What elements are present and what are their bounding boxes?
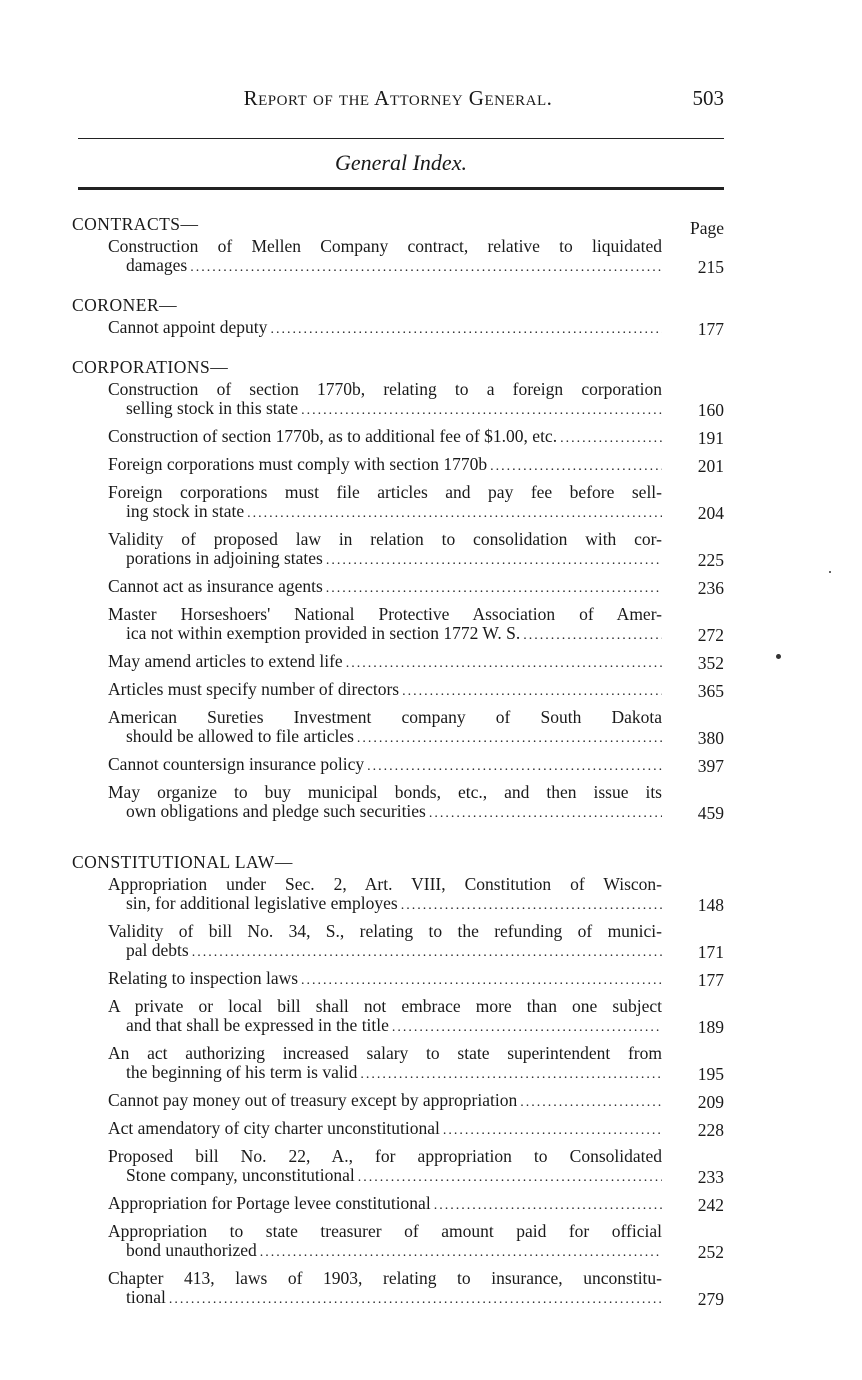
entry-text: tional: [126, 1287, 166, 1307]
dot-leader: [429, 804, 662, 823]
entry-text: ica not within exemption provided in section 1772 W. S.: [126, 623, 521, 643]
entry-page-number: 242: [697, 1195, 724, 1215]
entry-leader-line: [108, 755, 662, 776]
page-number: 503: [692, 86, 724, 110]
entry-leader-line: [108, 1166, 662, 1187]
dot-leader: [402, 682, 662, 701]
entry-page-number: 279: [697, 1289, 724, 1309]
index-entry: [72, 708, 724, 748]
running-head: [72, 86, 724, 114]
index-group: [72, 215, 724, 277]
entry-text: and that shall be expressed in the title: [126, 1015, 389, 1035]
entry-leader-line: [108, 1241, 662, 1262]
index-heading: CONSTITUTIONAL LAW—: [72, 852, 293, 872]
index-entry: [72, 483, 724, 523]
entry-text: porations in adjoining states: [126, 548, 323, 568]
entry-text: Cannot pay money out of treasury except by appropriation: [108, 1090, 518, 1110]
entry-text-line: Chapter 413, laws of 1903, relating to insurance, unconstitu-: [108, 1268, 662, 1288]
dot-leader: [270, 320, 662, 339]
index-entry: [72, 969, 724, 990]
entry-page-number: 380: [697, 728, 724, 748]
entry-page-number: 177: [697, 970, 724, 990]
dot-leader: [326, 551, 662, 570]
entry-page-number: 397: [697, 756, 724, 776]
index-entry: [72, 455, 724, 476]
index-group-head: [72, 296, 724, 318]
index-heading: CONTRACTS—: [72, 214, 199, 234]
dot-leader: [490, 457, 662, 476]
entry-text: Cannot act as insurance agents: [108, 576, 323, 596]
entry-page-number: 352: [697, 653, 724, 673]
dot-leader: [260, 1243, 662, 1262]
entry-page-number: 233: [697, 1167, 724, 1187]
entry-page-number: 365: [697, 681, 724, 701]
entry-leader-line: [108, 577, 662, 598]
stray-mark: [776, 654, 781, 659]
entry-text-line: Validity of bill No. 34, S., relating to the refunding of munici-: [108, 921, 662, 941]
entry-text-line: Foreign corporations must file articles and pay fee before sell-: [108, 482, 662, 502]
entry-leader-line: [108, 427, 662, 448]
index-entry: [72, 530, 724, 570]
general-index: [72, 215, 724, 1316]
entry-page-number: 252: [697, 1242, 724, 1262]
index-group: [72, 358, 724, 823]
section-title: General Index.: [335, 150, 467, 175]
index-entry: [72, 997, 724, 1037]
entry-text-line: Construction of section 1770b, relating to a foreign corporation: [108, 379, 662, 399]
index-entry: [72, 1147, 724, 1187]
entry-leader-line: [108, 256, 662, 277]
entry-text: Articles must specify number of directors: [108, 679, 400, 699]
entry-leader-line: [108, 727, 662, 748]
entry-text: Act amendatory of city charter unconstitutional: [108, 1118, 440, 1138]
entry-text: Construction of section 1770b, as to additional fee of $1.00, etc.: [108, 426, 558, 446]
entry-leader-line: [108, 1288, 662, 1309]
dot-leader: [523, 626, 662, 645]
entry-leader-line: [108, 894, 662, 915]
dot-leader: [192, 943, 662, 962]
entry-leader-line: [108, 1119, 662, 1140]
entry-text: pal debts: [126, 940, 189, 960]
index-entry: [72, 1091, 724, 1112]
dot-leader: [301, 971, 662, 990]
dot-leader: [434, 1196, 662, 1215]
index-entry: [72, 1269, 724, 1309]
entry-text: should be allowed to file articles: [126, 726, 354, 746]
index-entry: [72, 1119, 724, 1140]
entry-leader-line: [108, 549, 662, 570]
index-entry: [72, 875, 724, 915]
entry-page-number: 195: [697, 1064, 724, 1084]
entry-leader-line: [108, 455, 662, 476]
entry-page-number: 459: [697, 803, 724, 823]
dot-leader: [357, 729, 662, 748]
index-entry: [72, 652, 724, 673]
bottom-rule: [78, 187, 724, 190]
entry-text-line: Appropriation to state treasurer of amount paid for official: [108, 1221, 662, 1241]
entry-leader-line: [108, 941, 662, 962]
entry-text: selling stock in this state: [126, 398, 299, 418]
entry-page-number: 204: [697, 503, 724, 523]
index-entry: [72, 783, 724, 823]
entry-leader-line: [108, 318, 662, 339]
top-rule: [78, 138, 724, 139]
index-entry: [72, 1044, 724, 1084]
dot-leader: [247, 504, 662, 523]
entry-page-number: 148: [697, 895, 724, 915]
index-entry: [72, 1194, 724, 1215]
entry-text-line: An act authorizing increased salary to state superintendent from: [108, 1043, 662, 1063]
entry-page-number: 225: [697, 550, 724, 570]
dot-leader: [358, 1168, 662, 1187]
entry-text: damages: [126, 255, 188, 275]
entry-leader-line: [108, 502, 662, 523]
running-title: Report of the Attorney General.: [243, 86, 553, 110]
entry-text: Foreign corporations must comply with section 1770b: [108, 454, 488, 474]
index-heading: CORPORATIONS—: [72, 357, 229, 377]
index-entry: [72, 577, 724, 598]
entry-page-number: 189: [697, 1017, 724, 1037]
entry-text-line: A private or local bill shall not embrace more than one subject: [108, 996, 662, 1016]
entry-text: bond unauthorized: [126, 1240, 257, 1260]
entry-leader-line: [108, 1016, 662, 1037]
entry-page-number: 171: [697, 942, 724, 962]
entry-leader-line: [108, 1063, 662, 1084]
entry-leader-line: [108, 969, 662, 990]
dot-leader: [301, 401, 662, 420]
entry-text: the beginning of his term is valid: [126, 1062, 358, 1082]
index-entry: [72, 755, 724, 776]
entry-leader-line: [108, 399, 662, 420]
index-entry: [72, 680, 724, 701]
dot-leader: [367, 757, 662, 776]
entry-page-number: 191: [697, 428, 724, 448]
index-entry: [72, 605, 724, 645]
entry-text: Cannot countersign insurance policy: [108, 754, 365, 774]
index-group: [72, 296, 724, 339]
entry-text: Appropriation for Portage levee constitutional: [108, 1193, 431, 1213]
dot-leader: [401, 896, 662, 915]
entry-page-number: 215: [697, 257, 724, 277]
entry-text: ing stock in state: [126, 501, 245, 521]
entry-text: own obligations and pledge such securities: [126, 801, 426, 821]
index-group-head: [72, 853, 724, 875]
index-group: [72, 853, 724, 1309]
entry-page-number: 228: [697, 1120, 724, 1140]
entry-text-line: Proposed bill No. 22, A., for appropriation to Consolidated: [108, 1146, 662, 1166]
dot-leader: [360, 1065, 662, 1084]
index-entry: [72, 380, 724, 420]
entry-text-line: May organize to buy municipal bonds, etc., and then issue its: [108, 782, 662, 802]
entry-leader-line: [108, 680, 662, 701]
dot-leader: [392, 1018, 662, 1037]
stray-mark: [829, 571, 831, 573]
dot-leader: [346, 654, 662, 673]
index-entry: [72, 318, 724, 339]
dot-leader: [190, 258, 662, 277]
entry-text-line: American Sureties Investment company of South Dakota: [108, 707, 662, 727]
index-entry: [72, 1222, 724, 1262]
entry-text: Stone company, unconstitutional: [126, 1165, 355, 1185]
index-entry: [72, 237, 724, 277]
entry-text-line: Appropriation under Sec. 2, Art. VIII, Constitution of Wiscon-: [108, 874, 662, 894]
index-heading: CORONER—: [72, 295, 178, 315]
entry-page-number: 272: [697, 625, 724, 645]
entry-page-number: 177: [697, 319, 724, 339]
entry-leader-line: [108, 802, 662, 823]
entry-page-number: 201: [697, 456, 724, 476]
dot-leader: [169, 1290, 662, 1309]
entry-text-line: Master Horseshoers' National Protective Association of Amer-: [108, 604, 662, 624]
entry-page-number: 209: [697, 1092, 724, 1112]
entry-leader-line: [108, 624, 662, 645]
dot-leader: [520, 1093, 662, 1112]
entry-text: May amend articles to extend life: [108, 651, 343, 671]
entry-text-line: Validity of proposed law in relation to consolidation with cor-: [108, 529, 662, 549]
index-entry: [72, 427, 724, 448]
index-group-head: [72, 215, 724, 237]
entry-text: Cannot appoint deputy: [108, 317, 268, 337]
entry-page-number: 160: [697, 400, 724, 420]
dot-leader: [560, 429, 662, 448]
entry-leader-line: [108, 1091, 662, 1112]
page-column-label: Page: [689, 218, 724, 238]
entry-leader-line: [108, 652, 662, 673]
dot-leader: [443, 1121, 662, 1140]
entry-text: sin, for additional legislative employes: [126, 893, 398, 913]
dot-leader: [326, 579, 662, 598]
entry-page-number: 236: [697, 578, 724, 598]
index-group-head: [72, 358, 724, 380]
index-entry: [72, 922, 724, 962]
entry-leader-line: [108, 1194, 662, 1215]
entry-text: Relating to inspection laws: [108, 968, 299, 988]
entry-text-line: Construction of Mellen Company contract, relative to liquidated: [108, 236, 662, 256]
